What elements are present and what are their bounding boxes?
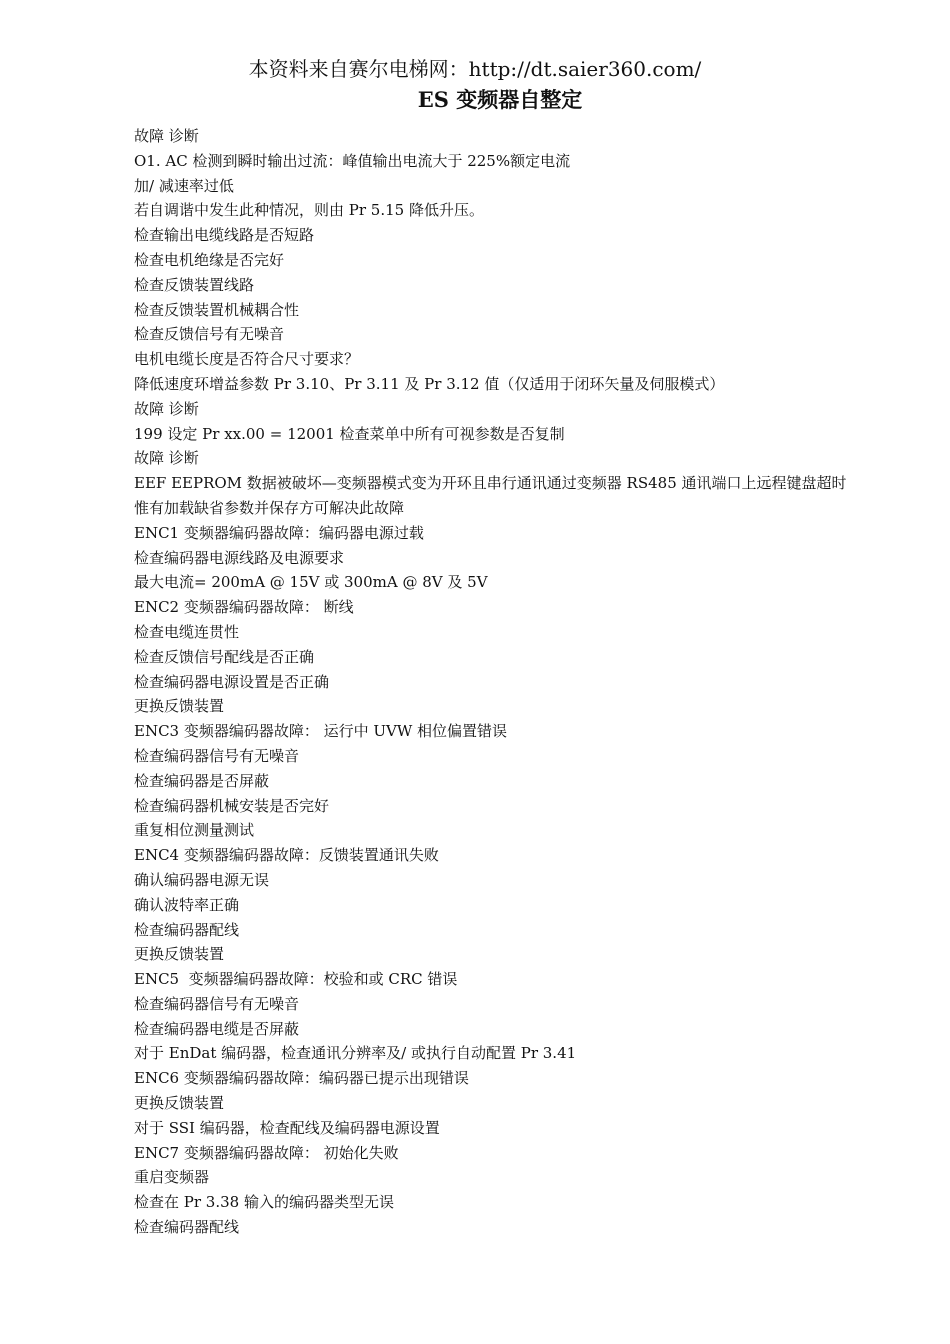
text-line: 检查反馈装置线路 — [134, 275, 255, 294]
text-line: 电机电缆长度是否符合尺寸要求？ — [134, 350, 360, 369]
text-line: 故障 诊断 — [134, 399, 199, 418]
text-line: 检查编码器配线 — [134, 1218, 240, 1237]
text-line: EEF EEPROM 数据被破坏—变频器模式变为开环且串行通讯通过变频器 RS485 通讯端口上远程键盘超时 — [134, 474, 847, 493]
text-line: ENC5 变频器编码器故障：校验和或 CRC 错误 — [134, 970, 458, 989]
text-line: 检查反馈信号配线是否正确 — [134, 647, 315, 666]
text-line: 更换反馈装置 — [134, 1094, 225, 1113]
text-line: 更换反馈装置 — [134, 945, 225, 964]
text-line: 对于 SSI 编码器，检查配线及编码器电源设置 — [134, 1118, 440, 1137]
text-line: 对于 EnDat 编码器，检查通讯分辨率及/ 或执行自动配置 Pr 3.41 — [134, 1044, 577, 1063]
text-line: 故障 诊断 — [134, 127, 199, 145]
text-line: 故障 诊断 — [134, 449, 199, 468]
text-line: 降低速度环增益参数 Pr 3.10、Pr 3.11 及 Pr 3.12 值（仅适用于闭环矢量及伺服模式） — [134, 374, 725, 393]
text-line: 检查电机绝缘是否完好 — [134, 250, 285, 269]
text-line: 检查编码器信号有无噪音 — [134, 746, 300, 765]
text-line: 惟有加载缺省参数并保存方可解决此故障 — [134, 498, 405, 517]
source-note: 本资料来自赛尔电梯网：http://dt.saier360.com/ — [248, 57, 702, 81]
text-line: 检查编码器电缆是否屏蔽 — [134, 1019, 300, 1038]
text-line: 重启变频器 — [134, 1168, 210, 1187]
text-line: 检查编码器信号有无噪音 — [134, 994, 300, 1013]
text-line: 检查在 Pr 3.38 输入的编码器类型无误 — [134, 1193, 394, 1212]
text-line: 确认波特率正确 — [134, 895, 240, 914]
document-title: ES 变频器自整定 — [417, 87, 583, 112]
document-body — [100, 124, 880, 1240]
text-line: ENC7 变频器编码器故障： 初始化失败 — [134, 1143, 399, 1162]
text-line: 加/ 减速率过低 — [134, 176, 234, 195]
text-line: 检查编码器配线 — [134, 920, 240, 939]
text-line: 检查电缆连贯性 — [134, 622, 240, 641]
text-line: 若自调谐中发生此种情况，则由 Pr 5.15 降低升压。 — [134, 201, 484, 220]
text-line: 检查编码器电源线路及电源要求 — [134, 548, 345, 567]
text-line: ENC3 变频器编码器故障： 运行中 UVW 相位偏置错误 — [134, 722, 508, 741]
text-line: 检查反馈装置机械耦合性 — [134, 300, 300, 319]
text-line: 更换反馈装置 — [134, 697, 225, 716]
text-line: 检查输出电缆线路是否短路 — [134, 226, 315, 245]
text-line: ENC6 变频器编码器故障：编码器已提示出现错误 — [134, 1069, 469, 1088]
text-line: 检查反馈信号有无噪音 — [134, 325, 285, 344]
text-line: 检查编码器机械安装是否完好 — [134, 796, 330, 815]
text-line: 检查编码器电源设置是否正确 — [134, 672, 330, 691]
text-line: 199 设定 Pr xx.00 = 12001 检查菜单中所有可视参数是否复制 — [134, 424, 565, 443]
text-line: ENC4 变频器编码器故障：反馈装置通讯失败 — [134, 846, 439, 865]
text-line: ENC2 变频器编码器故障： 断线 — [134, 598, 354, 617]
text-line: 检查编码器是否屏蔽 — [134, 771, 270, 790]
text-line: ENC1 变频器编码器故障：编码器电源过载 — [134, 523, 424, 542]
text-line: 最大电流= 200mA @ 15V 或 300mA @ 8V 及 5V — [134, 573, 488, 592]
text-line: 重复相位测量测试 — [134, 821, 255, 840]
text-line: 确认编码器电源无误 — [134, 870, 270, 889]
text-line: O1. AC 检测到瞬时输出过流：峰值输出电流大于 225%额定电流 — [134, 151, 571, 170]
